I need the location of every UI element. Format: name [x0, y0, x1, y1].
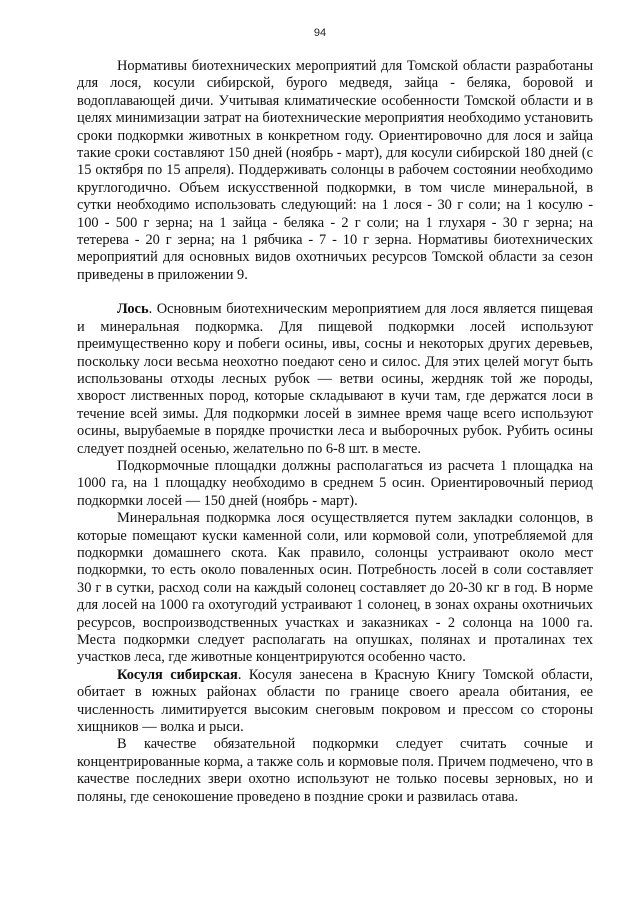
paragraph-text: . Основным биотехническим мероприятием для лося является пищевая и минеральная подкормка. Для пищевой подкормки лосей используют преимущественно кору и побеги осины, ивы, сосны и некоторых других деревьев, поскольку лоси весьма неохотно поедают сено и силос. Для этих целей могут быть использованы отходы лесных рубок — ветви осины, жердняк той же породы, хворост лиственных пород, которые складывают в кучи там, где держатся лоси в течение всей зимы. Для подкормки лосей в зимнее время чаще всего используют осины, вырубаемые в порядке прочистки леса и выборочных рубок. Рубить осины следует поздней осенью, желательно по 6-8 шт. в месте.	[77, 301, 593, 457]
paragraph-moose	[77, 301, 593, 458]
paragraph-roe-deer	[77, 667, 593, 737]
paragraph-mandatory-feeding	[77, 736, 593, 806]
section-lead-moose: Лось	[117, 301, 149, 318]
paragraph-gap	[77, 284, 593, 301]
paragraph-text: В качестве обязательной подкормки следует считать сочные и концентрированные корма, а также соль и кормовые поля. Причем подмечено, что в качестве последних звери охотно используют не только посевы зерновых, но и поляны, где сенокошение проведено в поздние сроки и развилась отава.	[77, 736, 593, 805]
paragraph-text: . Косуля занесена в Красную Книгу Томской области, обитает в южных районах области по границе своего ареала обитания, ее численность лимитируется высоким снеговым покровом и прессом со стороны хищников — волка и рыси.	[77, 666, 593, 736]
paragraph-text: Нормативы биотехнических мероприятий для Томской области разработаны для лося, косули сибирской, бурого медведя, зайца - беляка, боровой и водоплавающей дичи. Учитывая климатические особенности Томской области и в целях минимизации затрат на биотехнические мероприятия необходимо установить сроки подкормки животных в конкретном году. Ориентировочно для лося и зайца такие сроки составляют 150 дней (ноябрь - март), для косули сибирской 180 дней (с 15 октября по 15 апреля). Поддерживать солонцы в рабочем состоянии необходимо круглогодично. Объем искусственной подкормки, в том числе минеральной, в сутки необходимо использовать следующий: на 1 лося - 30 г соли; на 1 косулю - 100 - 500 г зерна; на 1 зайца - беляка - 2 г соли; на 1 глухаря - 30 г зерна; на тетерева - 20 г зерна; на 1 рябчика - 7 - 10 г зерна. Нормативы биотехнических мероприятий для основных видов охотничьих ресурсов Томской области за сезон приведены в приложении 9.	[77, 58, 593, 283]
paragraph-feeding-sites	[77, 458, 593, 510]
paragraph-mineral-feeding	[77, 510, 593, 667]
paragraph-biotech-norms	[77, 58, 593, 284]
body-text	[77, 58, 593, 806]
paragraph-text: Подкормочные площадки должны располагаться из расчета 1 площадка на 1000 га, на 1 площадку необходимо в среднем 5 осин. Ориентировочный период подкормки лосей — 150 дней (ноябрь - март).	[77, 457, 593, 509]
section-lead-roe-deer: Косуля сибирская	[117, 666, 238, 683]
paragraph-text: Минеральная подкормка лося осуществляется путем закладки солонцов, в которые помещают куски каменной соли, или кормовой соли, употребляемой для подкормки домашнего скота. Как правило, солонцы устраивают около мест подкормки, то есть около поваленных осин. Потребность лосей в соли составляет 30 г в сутки, расход соли на каждый солонец составляет до 20-30 кг в год. В норме для лосей на 1000 га охотугодий устраивают 1 солонец, в зонах охраны охотничьих ресурсов, воспроизводственных участках и заказниках - 2 солонца на 1000 га. Места подкормки следует располагать на опушках, полянах и проталинах тех участков леса, где животные концентрируются особенно часто.	[77, 510, 593, 666]
page-number: 94	[313, 27, 327, 39]
